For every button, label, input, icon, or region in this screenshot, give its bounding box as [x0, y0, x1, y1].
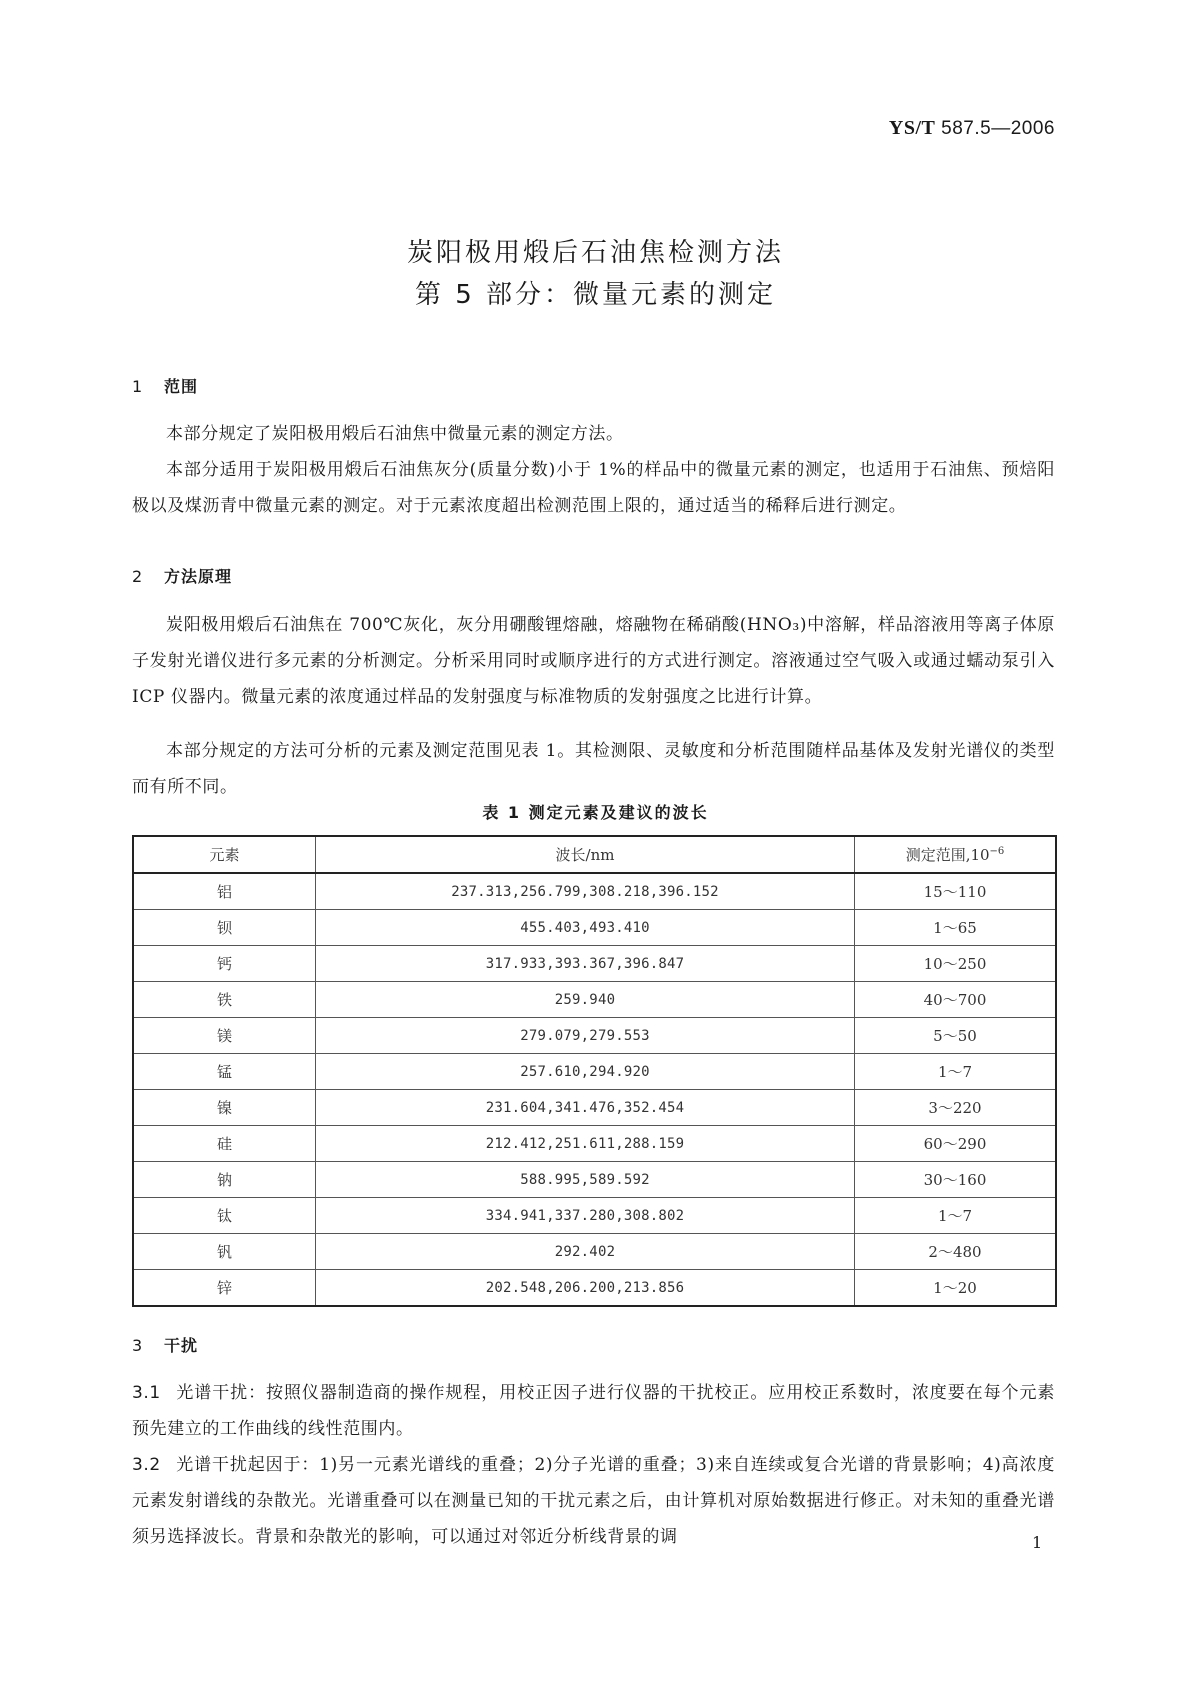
wavelength-cell: 588.995,589.592	[316, 1162, 855, 1198]
table-row	[133, 1198, 1056, 1234]
element-cell: 钡	[133, 910, 316, 946]
element-cell: 锰	[133, 1054, 316, 1090]
table-caption: 表 1 测定元素及建议的波长	[482, 803, 709, 822]
wavelength-cell: 317.933,393.367,396.847	[316, 946, 855, 982]
table-row	[133, 982, 1056, 1018]
element-cell: 钛	[133, 1198, 316, 1234]
wavelength-cell: 257.610,294.920	[316, 1054, 855, 1090]
section-heading-principle	[132, 564, 232, 587]
clause-number: 3.1	[132, 1383, 161, 1403]
wavelength-cell: 231.604,341.476,352.454	[316, 1090, 855, 1126]
section-number: 2	[132, 567, 144, 586]
element-cell: 铝	[133, 873, 316, 910]
table-row	[133, 910, 1056, 946]
table-row	[133, 1018, 1056, 1054]
clause-text: 光谱干扰：按照仪器制造商的操作规程，用校正因子进行仪器的干扰校正。应用校正系数时，浓度要在每个元素预先建立的工作曲线的线性范围内。	[132, 1383, 1055, 1439]
element-cell: 钒	[133, 1234, 316, 1270]
table-row	[133, 1234, 1056, 1270]
wavelength-cell: 455.403,493.410	[316, 910, 855, 946]
section-title: 范围	[164, 377, 199, 396]
range-cell: 3～220	[855, 1090, 1057, 1126]
wavelength-cell: 237.313,256.799,308.218,396.152	[316, 873, 855, 910]
section-number: 1	[132, 377, 144, 396]
document-title-line1: 炭阳极用煅后石油焦检测方法	[406, 238, 784, 268]
range-cell: 1～7	[855, 1198, 1057, 1234]
section-number: 3	[132, 1336, 144, 1355]
range-cell: 10～250	[855, 946, 1057, 982]
table-row	[133, 1126, 1056, 1162]
clause-text: 光谱干扰起因于：1)另一元素光谱线的重叠；2)分子光谱的重叠；3)来自连续或复合光谱的背景影响；4)高浓度元素发射谱线的杂散光。光谱重叠可以在测量已知的干扰元素之后，由计算机对原始数据进行修正。对未知的重叠光谱须另选择波长。背景和杂散光的影响，可以通过对邻近分析线背景的调	[132, 1455, 1055, 1547]
column-header-wavelength: 波长/nm	[316, 836, 855, 873]
document-title-line2: 第 5 部分：微量元素的测定	[414, 280, 777, 310]
wavelength-cell: 259.940	[316, 982, 855, 1018]
principle-paragraph-1: 炭阳极用煅后石油焦在 700℃灰化，灰分用硼酸锂熔融，熔融物在稀硝酸(HNO₃)中溶解，样品溶液用等离子体原子发射光谱仪进行多元素的分析测定。分析采用同时或顺序进行的方式进行测定。溶液通过空气吸入或通过蠕动泵引入 ICP 仪器内。微量元素的浓度通过样品的发射强度与标准物质的发射强度之比进行计算。	[132, 615, 1055, 707]
scope-paragraph-2: 本部分适用于炭阳极用煅后石油焦灰分(质量分数)小于 1%的样品中的微量元素的测定，也适用于石油焦、预焙阳极以及煤沥青中微量元素的测定。对于元素浓度超出检测范围上限的，通过适当的稀释后进行测定。	[132, 460, 1055, 516]
clause-3-1	[132, 1375, 1055, 1447]
page-number: 1	[1032, 1533, 1043, 1552]
element-cell: 钙	[133, 946, 316, 982]
wavelength-cell: 202.548,206.200,213.856	[316, 1270, 855, 1307]
wavelength-cell: 212.412,251.611,288.159	[316, 1126, 855, 1162]
range-cell: 1～65	[855, 910, 1057, 946]
table-row	[133, 1090, 1056, 1126]
elements-wavelength-table	[132, 835, 1057, 1307]
wavelength-cell: 334.941,337.280,308.802	[316, 1198, 855, 1234]
element-cell: 硅	[133, 1126, 316, 1162]
range-cell: 60～290	[855, 1126, 1057, 1162]
range-cell: 40～700	[855, 982, 1057, 1018]
clause-3-2	[132, 1447, 1055, 1555]
table-row	[133, 1162, 1056, 1198]
section-title: 方法原理	[164, 567, 233, 586]
table-row	[133, 873, 1056, 910]
element-cell: 钠	[133, 1162, 316, 1198]
section-heading-interference	[132, 1333, 198, 1356]
range-cell: 1～7	[855, 1054, 1057, 1090]
column-header-range: 测定范围$,10^{-6}$	[855, 836, 1057, 873]
table-header-row	[133, 836, 1056, 873]
standard-number: 587.5—2006	[941, 118, 1055, 139]
element-cell: 铁	[133, 982, 316, 1018]
range-cell: 15～110	[855, 873, 1057, 910]
range-cell: 5～50	[855, 1018, 1057, 1054]
element-cell: 镍	[133, 1090, 316, 1126]
section-title: 干扰	[164, 1336, 199, 1355]
section-heading-scope	[132, 374, 198, 397]
table-row	[133, 1054, 1056, 1090]
standard-prefix: YS/T	[888, 117, 936, 139]
column-header-element: 元素	[133, 836, 316, 873]
table-row	[133, 1270, 1056, 1307]
range-cell: 1～20	[855, 1270, 1057, 1307]
clause-number: 3.2	[132, 1455, 161, 1475]
table-row	[133, 946, 1056, 982]
wavelength-cell: 292.402	[316, 1234, 855, 1270]
range-cell: 30～160	[855, 1162, 1057, 1198]
range-cell: 2～480	[855, 1234, 1057, 1270]
element-cell: 锌	[133, 1270, 316, 1307]
wavelength-cell: 279.079,279.553	[316, 1018, 855, 1054]
standard-code	[889, 117, 1055, 140]
principle-paragraph-2: 本部分规定的方法可分析的元素及测定范围见表 1。其检测限、灵敏度和分析范围随样品基体及发射光谱仪的类型而有所不同。	[132, 741, 1055, 797]
scope-paragraph-1: 本部分规定了炭阳极用煅后石油焦中微量元素的测定方法。	[166, 424, 624, 444]
element-cell: 镁	[133, 1018, 316, 1054]
